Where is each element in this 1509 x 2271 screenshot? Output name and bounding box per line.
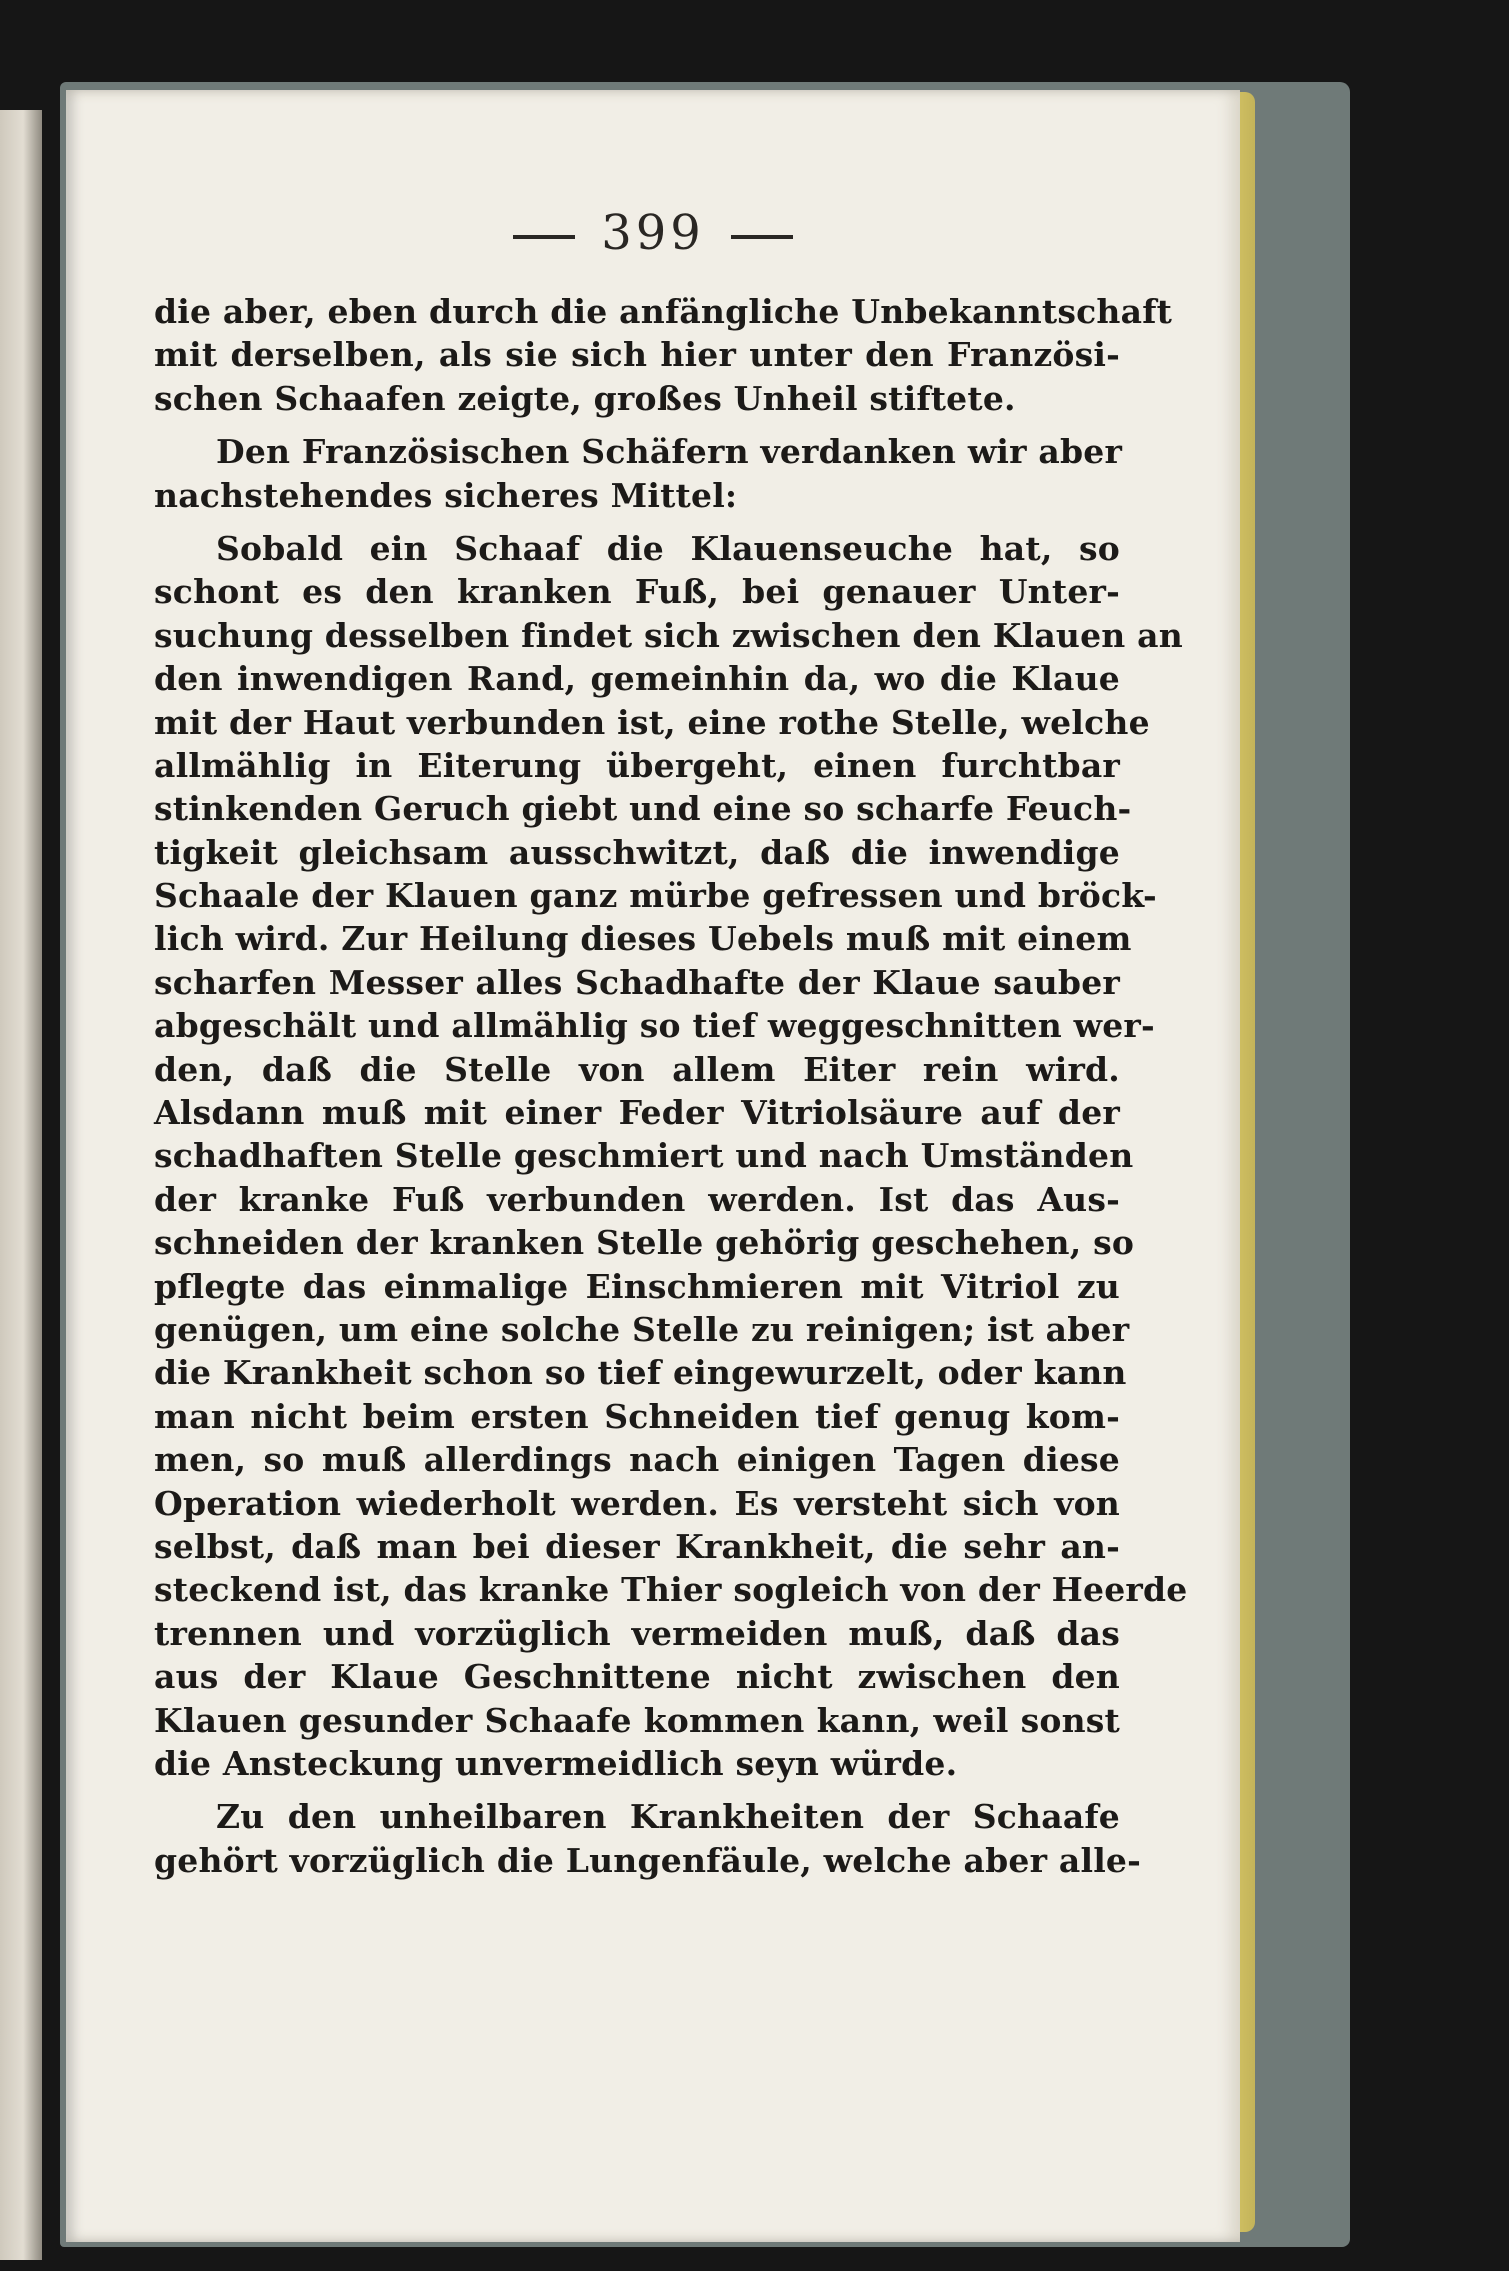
text-line: die Krankheit schon so tief eingewurzelt, oder kann (154, 1353, 1127, 1393)
text-line: schont es den kranken Fuß, bei genauer Unter- (154, 572, 1120, 612)
text-line: mit der Haut verbunden ist, eine rothe Stelle, welche (154, 702, 1150, 742)
text-line: die Ansteckung unvermeidlich seyn würde. (154, 1743, 958, 1783)
text-line: Schaale der Klauen ganz mürbe gefressen und bröck- (154, 876, 1157, 916)
text-line: men, so muß allerdings nach einigen Tagen diese (154, 1440, 1120, 1480)
text-line: schadhaften Stelle geschmiert und nach Umständen (154, 1136, 1134, 1176)
text-line: aus der Klaue Geschnittene nicht zwischen den (154, 1657, 1120, 1697)
text-line: mit derselben, als sie sich hier unter den Französi- (154, 335, 1120, 375)
text-line: den inwendigen Rand, gemeinhin da, wo die Klaue (154, 659, 1120, 699)
text-line: suchung desselben findet sich zwischen den Klauen an (154, 615, 1183, 655)
left-page-edge (0, 110, 42, 2260)
page-number: 399 (601, 205, 705, 261)
text-line: abgeschält und allmählig so tief weggeschnitten wer- (154, 1006, 1155, 1046)
text-line: gehört vorzüglich die Lungenfäule, welche aber alle- (154, 1840, 1142, 1880)
text-line: lich wird. Zur Heilung dieses Uebels muß mit einem (154, 919, 1132, 959)
text-line: schneiden der kranken Stelle gehörig geschehen, so (154, 1223, 1135, 1263)
page-body-text (154, 290, 1188, 1882)
page-header (66, 205, 1240, 261)
text-line: der kranke Fuß verbunden werden. Ist das Aus- (154, 1179, 1120, 1219)
text-line: Den Französischen Schäfern verdanken wir aber (216, 432, 1123, 472)
text-line: pflegte das einmalige Einschmieren mit Vitriol zu (154, 1266, 1120, 1306)
text-line: Operation wiederholt werden. Es versteht sich von (154, 1483, 1120, 1523)
text-line: nachstehendes sicheres Mittel: (154, 475, 738, 515)
text-line: scharfen Messer alles Schadhafte der Klaue sauber (154, 962, 1120, 1002)
text-line: selbst, daß man bei dieser Krankheit, die sehr an- (154, 1526, 1120, 1566)
paragraph-gap (154, 1785, 1120, 1795)
text-line: steckend ist, das kranke Thier sogleich von der Heerde (154, 1570, 1188, 1610)
text-line: die aber, eben durch die anfängliche Unbekanntschaft (154, 292, 1173, 331)
text-line: Alsdann muß mit einer Feder Vitriolsäure auf der (154, 1093, 1120, 1133)
text-line: Zu den unheilbaren Krankheiten der Schaafe (216, 1797, 1120, 1837)
text-line: allmählig in Eiterung übergeht, einen furchtbar (154, 745, 1120, 785)
text-line: den, daß die Stelle von allem Eiter rein wird. (154, 1049, 1120, 1089)
text-line: schen Schaafen zeigte, großes Unheil stiftete. (154, 378, 1016, 418)
book-page (66, 90, 1240, 2242)
paragraph-gap (154, 420, 1120, 430)
text-line: Klauen gesunder Schaafe kommen kann, weil sonst (154, 1700, 1120, 1740)
paragraph-gap (154, 517, 1120, 527)
header-dash-left (513, 235, 575, 239)
header-dash-right (731, 235, 793, 239)
text-line: genügen, um eine solche Stelle zu reinigen; ist aber (154, 1309, 1130, 1349)
text-line: man nicht beim ersten Schneiden tief genug kom- (154, 1396, 1120, 1436)
text-line: trennen und vorzüglich vermeiden muß, daß das (154, 1613, 1120, 1653)
text-line: stinkenden Geruch giebt und eine so scharfe Feuch- (154, 789, 1132, 829)
text-line: tigkeit gleichsam ausschwitzt, daß die inwendige (154, 832, 1120, 872)
text-line: Sobald ein Schaaf die Klauenseuche hat, so (216, 528, 1120, 568)
